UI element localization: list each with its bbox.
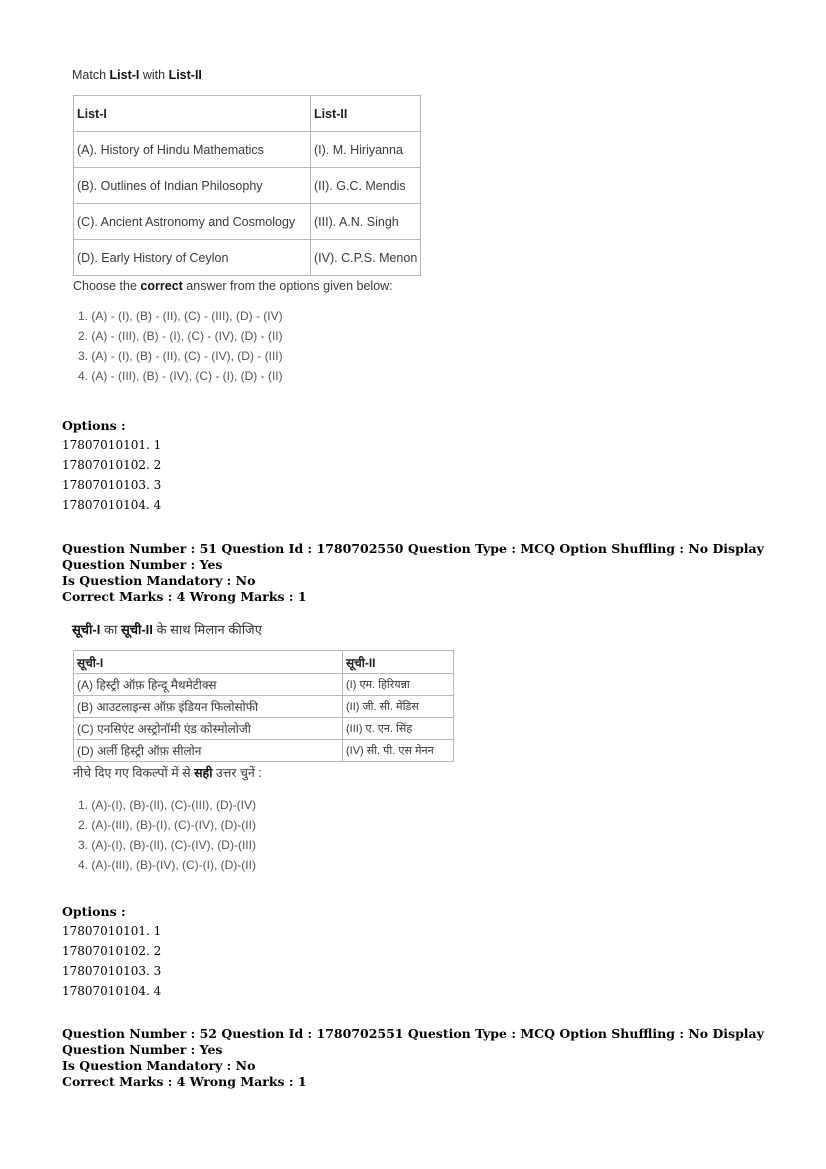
choose-instruction: नीचे दिए गए विकल्पों में से सही उत्तर चुनें : <box>73 766 262 780</box>
table-row: (B). Outlines of Indian Philosophy (II). G.C. Mendis <box>74 168 421 204</box>
answer-option: 2. (A) - (III), (B) - (I), (C) - (IV), (D) - (II) <box>78 329 283 343</box>
match-table <box>73 95 421 276</box>
match-instruction: Match List-I with List-II <box>72 68 202 82</box>
table-row: (D). Early History of Ceylon (IV). C.P.S. Menon <box>74 240 421 276</box>
header-list-1: सूची-I <box>74 651 343 674</box>
table-row: (B) आउटलाइन्स ऑफ़ इंडियन फिलोसोफी (II) जी. सी. मेंडिस <box>74 696 454 718</box>
question-52-meta <box>62 1026 826 1090</box>
question-image-hindi <box>72 620 472 875</box>
question-51-meta <box>62 541 826 605</box>
options-section <box>62 418 161 515</box>
table-row: (C) एनसिएंट अस्ट्रोनॉमी एंड कोस्मोलोजी (III) ए. एन. सिंह <box>74 718 454 740</box>
answer-option: 2. (A)-(III), (B)-(I), (C)-(IV), (D)-(II) <box>78 818 256 832</box>
match-instruction: सूची-I का सूची-II के साथ मिलान कीजिए <box>72 622 262 637</box>
answer-option-list <box>78 306 432 386</box>
header-list-1: List-I <box>74 96 311 132</box>
header-list-2: List-II <box>311 96 421 132</box>
question-info-line: Question Number : 51 Question Id : 1780702550 Question Type : MCQ Option Shuffling : No Display Question Number : Yes <box>62 541 764 572</box>
mandatory-line: Is Question Mandatory : No <box>62 1058 256 1073</box>
answer-option: 4. (A)-(III), (B)-(IV), (C)-(I), (D)-(II) <box>78 858 256 872</box>
option-item: 17807010103. 3 <box>62 964 162 978</box>
options-label: Options : <box>62 418 126 433</box>
match-table <box>73 650 454 762</box>
question-image-english <box>72 68 432 386</box>
answer-option: 1. (A) - (I), (B) - (II), (C) - (III), (D) - (IV) <box>78 309 283 323</box>
option-item: 17807010103. 3 <box>62 478 162 492</box>
option-item: 17807010102. 2 <box>62 944 162 958</box>
option-item: 17807010101. 1 <box>62 438 162 452</box>
table-row: (A). History of Hindu Mathematics (I). M. Hiriyanna <box>74 132 421 168</box>
table-row: (A) हिस्ट्री ऑफ़ हिन्दू मैथमेटीक्स (I) एम. हिरियन्ना <box>74 674 454 696</box>
option-item: 17807010104. 4 <box>62 498 162 512</box>
choose-instruction: Choose the correct answer from the options given below: <box>73 279 393 293</box>
answer-option: 3. (A) - (I), (B) - (II), (C) - (IV), (D) - (III) <box>78 349 283 363</box>
options-section <box>62 904 161 1001</box>
option-item: 17807010101. 1 <box>62 924 162 938</box>
option-item: 17807010102. 2 <box>62 458 162 472</box>
question-info-line: Question Number : 52 Question Id : 1780702551 Question Type : MCQ Option Shuffling : No Display Question Number : Yes <box>62 1026 764 1057</box>
option-item: 17807010104. 4 <box>62 984 162 998</box>
answer-option: 1. (A)-(I), (B)-(II), (C)-(III), (D)-(IV) <box>78 798 256 812</box>
marks-line: Correct Marks : 4 Wrong Marks : 1 <box>62 1074 307 1089</box>
table-row: (C). Ancient Astronomy and Cosmology (III). A.N. Singh <box>74 204 421 240</box>
mandatory-line: Is Question Mandatory : No <box>62 573 256 588</box>
table-row: (D) अर्ली हिस्ट्री ऑफ़ सीलोन (IV) सी. पी. एस मेनन <box>74 740 454 762</box>
options-label: Options : <box>62 904 126 919</box>
answer-option: 4. (A) - (III), (B) - (IV), (C) - (I), (D) - (II) <box>78 369 283 383</box>
table-header-row <box>74 96 421 132</box>
answer-option: 3. (A)-(I), (B)-(II), (C)-(IV), (D)-(III) <box>78 838 256 852</box>
header-list-2: सूची-II <box>343 651 454 674</box>
marks-line: Correct Marks : 4 Wrong Marks : 1 <box>62 589 307 604</box>
answer-option-list <box>78 795 472 875</box>
table-header-row <box>74 651 454 674</box>
